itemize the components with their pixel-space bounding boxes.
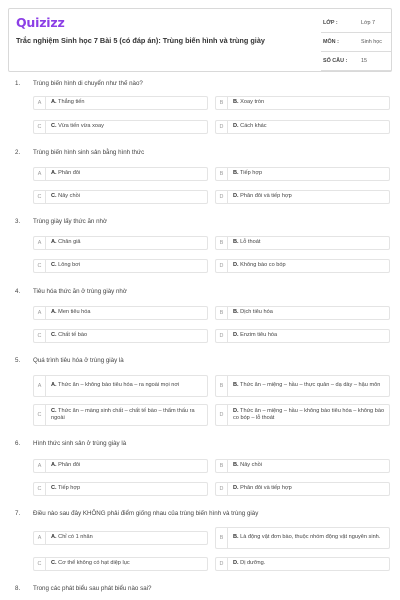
worksheet-title: Trắc nghiệm Sinh học 7 Bài 5 (có đáp án): Trùng biến hình và trùng giày <box>16 36 265 45</box>
meta-key: MÔN : <box>323 39 339 45</box>
option-text: Phân đôi và tiếp hợp <box>240 193 292 200</box>
option-c[interactable] <box>33 259 208 273</box>
option-b[interactable] <box>215 236 390 250</box>
option-a[interactable] <box>33 306 208 320</box>
option-key: B. <box>233 382 239 389</box>
option-b[interactable] <box>215 96 390 110</box>
option-text: Tiếp hợp <box>240 170 263 177</box>
option-letter: D <box>216 405 228 425</box>
option-letter: C <box>34 558 46 570</box>
option-letter: C <box>34 191 46 203</box>
option-key: C. <box>51 485 57 492</box>
option-letter: B <box>216 376 228 396</box>
meta-row-subject <box>321 35 391 54</box>
option-text: Cơ thể không có hạt diệp lục <box>58 560 130 567</box>
question-number: 5. <box>15 357 21 364</box>
option-key: B. <box>233 99 239 106</box>
option-letter: C <box>34 483 46 495</box>
question-text: Điều nào sau đây KHÔNG phải điểm giống nhau của trùng biến hình và trùng giày <box>33 510 259 517</box>
option-text: Chỉ có 1 nhân <box>58 534 93 541</box>
option-key: A. <box>51 99 57 106</box>
option-letter: D <box>216 191 228 203</box>
option-key: A. <box>51 239 57 246</box>
option-b[interactable] <box>215 375 390 397</box>
option-letter: D <box>216 260 228 272</box>
question-number: 6. <box>15 440 21 447</box>
option-key: A. <box>51 462 57 469</box>
option-c[interactable] <box>33 557 208 571</box>
option-text: Lông bơi <box>58 262 81 269</box>
option-b[interactable] <box>215 459 390 473</box>
option-key: D. <box>233 485 239 492</box>
option-letter: C <box>34 121 46 133</box>
option-key: C. <box>51 560 57 567</box>
option-text: Dị dưỡng. <box>240 560 266 567</box>
meta-row-count <box>321 54 391 73</box>
option-text: Nảy chồi <box>240 462 262 469</box>
meta-value: Lớp 7 <box>361 20 376 26</box>
option-key: C. <box>51 262 57 269</box>
option-text: Men tiêu hóa <box>58 309 91 316</box>
question-number: 2. <box>15 149 21 156</box>
question-number: 7. <box>15 510 21 517</box>
option-text: Xoay tròn <box>240 99 265 106</box>
option-text: Phân đôi và tiếp hợp <box>240 485 292 492</box>
option-letter: D <box>216 483 228 495</box>
option-text: Phân đôi <box>58 462 81 469</box>
meta-value: 15 <box>361 58 367 64</box>
option-letter: A <box>34 237 46 249</box>
option-letter: B <box>216 97 228 109</box>
option-letter: D <box>216 558 228 570</box>
question-text: Trùng biến hình sinh sản bằng hình thức <box>33 149 145 156</box>
option-text: Chân giả <box>58 239 81 246</box>
option-a[interactable] <box>33 236 208 250</box>
option-letter: C <box>34 330 46 342</box>
question-text: Quá trình tiêu hóa ở trùng giày là <box>33 357 124 364</box>
option-letter: A <box>34 168 46 180</box>
option-letter: D <box>216 330 228 342</box>
option-text: Thức ăn – miệng – hầu – không bào tiêu hóa – không bào co bóp – lỗ thoát <box>233 407 385 421</box>
option-letter: B <box>216 528 228 548</box>
meta-key: LỚP : <box>323 20 338 26</box>
quizizz-logo: Quizizz <box>16 15 65 30</box>
option-text: Thức ăn – miệng – hầu – thực quản – dạ dày – hậu môn <box>240 382 381 389</box>
worksheet-header <box>8 8 392 72</box>
option-d[interactable] <box>215 259 390 273</box>
option-b[interactable] <box>215 167 390 181</box>
option-c[interactable] <box>33 404 208 426</box>
option-key: B. <box>233 534 239 541</box>
meta-value: Sinh học <box>361 39 382 45</box>
option-text: Vừa tiến vừa xoay <box>58 123 104 130</box>
option-key: D. <box>233 560 239 567</box>
option-text: Thẳng tiến <box>58 99 85 106</box>
option-d[interactable] <box>215 482 390 496</box>
option-text: Nảy chồi <box>58 193 80 200</box>
option-key: B. <box>233 239 239 246</box>
option-b[interactable] <box>215 527 390 549</box>
option-a[interactable] <box>33 531 208 545</box>
option-text: Cách khác <box>240 123 267 130</box>
option-a[interactable] <box>33 167 208 181</box>
option-d[interactable] <box>215 404 390 426</box>
meta-underline <box>321 70 391 71</box>
option-letter: A <box>34 460 46 472</box>
option-key: C. <box>51 407 57 414</box>
question-text: Tiêu hóa thức ăn ở trùng giày nhờ <box>33 288 127 295</box>
option-key: D. <box>233 193 239 200</box>
option-key: C. <box>51 193 57 200</box>
meta-underline <box>321 51 391 52</box>
option-letter: A <box>34 376 46 396</box>
option-key: B. <box>233 170 239 177</box>
option-letter: B <box>216 168 228 180</box>
option-text: Lỗ thoát <box>240 239 261 246</box>
option-key: B. <box>233 309 239 316</box>
question-number: 1. <box>15 80 21 87</box>
option-text: Thức ăn – không bào tiêu hóa – ra ngoài mọi nơi <box>58 382 180 389</box>
option-text: Chất tế bào <box>58 332 88 339</box>
option-letter: A <box>34 307 46 319</box>
option-key: A. <box>51 170 57 177</box>
question-number: 3. <box>15 218 21 225</box>
option-letter: A <box>34 97 46 109</box>
option-key: C. <box>51 332 57 339</box>
option-letter: C <box>34 405 46 425</box>
option-text: Là động vật đơn bào, thuộc nhóm động vật nguyên sinh. <box>240 534 381 541</box>
option-text: Thức ăn – màng sinh chất – chất tế bào – thẩm thấu ra ngoài <box>51 407 195 421</box>
worksheet-meta <box>321 16 391 73</box>
meta-underline <box>321 32 391 33</box>
option-text: Enzim tiêu hóa <box>240 332 278 339</box>
option-letter: B <box>216 460 228 472</box>
option-key: D. <box>233 332 239 339</box>
option-text: Phân đôi <box>58 170 81 177</box>
option-key: A. <box>51 382 57 389</box>
option-b[interactable] <box>215 306 390 320</box>
option-key: D. <box>233 262 239 269</box>
option-text: Tiếp hợp <box>58 485 81 492</box>
option-c[interactable] <box>33 190 208 204</box>
option-key: C. <box>51 123 57 130</box>
option-letter: C <box>34 260 46 272</box>
question-text: Hình thức sinh sản ở trùng giày là <box>33 440 127 447</box>
option-key: A. <box>51 534 57 541</box>
option-c[interactable] <box>33 120 208 134</box>
question-number: 8. <box>15 585 21 592</box>
option-key: D. <box>233 123 239 130</box>
option-key: D. <box>233 407 239 414</box>
question-text: Trùng biến hình di chuyển như thế nào? <box>33 80 143 87</box>
option-letter: D <box>216 121 228 133</box>
meta-key: SỐ CÂU : <box>323 58 348 64</box>
option-d[interactable] <box>215 329 390 343</box>
option-key: B. <box>233 462 239 469</box>
option-d[interactable] <box>215 120 390 134</box>
option-letter: A <box>34 532 46 544</box>
option-letter: B <box>216 237 228 249</box>
meta-row-class <box>321 16 391 35</box>
option-key: A. <box>51 309 57 316</box>
question-text: Trùng giày lấy thức ăn nhờ <box>33 218 108 225</box>
option-a[interactable] <box>33 375 208 397</box>
option-a[interactable] <box>33 459 208 473</box>
option-c[interactable] <box>33 329 208 343</box>
option-a[interactable] <box>33 96 208 110</box>
question-text: Trong các phát biểu sau phát biểu nào sai? <box>33 585 152 592</box>
option-text: Không bào co bóp <box>240 262 286 269</box>
option-letter: B <box>216 307 228 319</box>
option-d[interactable] <box>215 557 390 571</box>
question-number: 4. <box>15 288 21 295</box>
option-d[interactable] <box>215 190 390 204</box>
option-c[interactable] <box>33 482 208 496</box>
option-text: Dịch tiêu hóa <box>240 309 273 316</box>
